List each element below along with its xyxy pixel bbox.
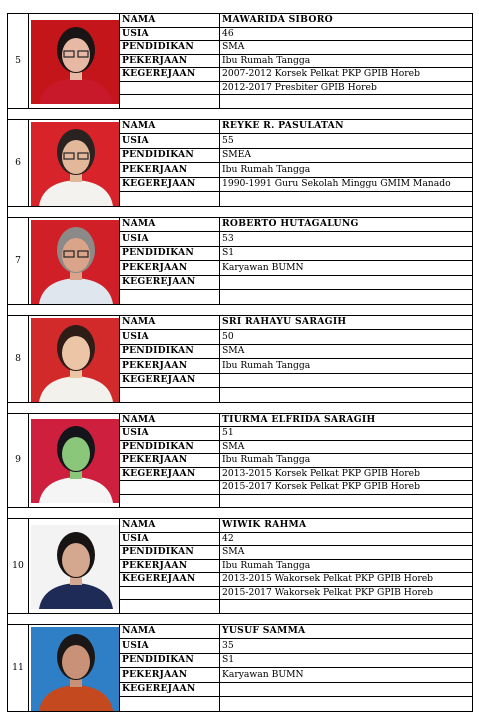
member-photo (31, 627, 120, 711)
church-service-value (220, 275, 473, 290)
separator-row (8, 206, 473, 217)
empty-value-cell (220, 388, 473, 403)
education-label: PENDIDIKAN (120, 546, 220, 560)
empty-label-cell (120, 494, 220, 508)
member-photo (31, 525, 120, 609)
separator-cell (8, 304, 473, 315)
church-service-value: 2015-2017 Wakorsek Pelkat PKP GPIB Horeb (220, 586, 473, 600)
member-photo (31, 318, 120, 402)
church-service-value: 2015-2017 Korsek Pelkat PKP GPIB Horeb (220, 481, 473, 495)
member-number: 11 (8, 624, 29, 711)
empty-value-cell (220, 290, 473, 305)
name-value: WIWIK RAHMA (220, 519, 473, 533)
age-value: 42 (220, 532, 473, 546)
photo-face (62, 38, 90, 72)
separator-row (8, 402, 473, 413)
photo-face (62, 336, 90, 370)
separator-cell (8, 613, 473, 624)
separator-cell (8, 108, 473, 119)
separator-cell (8, 402, 473, 413)
education-value: SMA (220, 41, 473, 55)
member-photo-cell (29, 119, 120, 206)
age-label: USIA (120, 232, 220, 247)
name-label: NAMA (120, 14, 220, 28)
church-service-label: KEGEREJAAN (120, 177, 220, 192)
age-value: 53 (220, 232, 473, 247)
member-number: 5 (8, 14, 29, 109)
empty-value-cell (220, 697, 473, 712)
name-value: SRI RAHAYU SARAGIH (220, 315, 473, 330)
church-service-label: KEGEREJAAN (120, 275, 220, 290)
church-service-value: 2012-2017 Presbiter GPIB Horeb (220, 81, 473, 95)
occupation-value: Ibu Rumah Tangga (220, 454, 473, 468)
name-label: NAMA (120, 624, 220, 639)
occupation-value: Karyawan BUMN (220, 668, 473, 683)
age-label: USIA (120, 532, 220, 546)
age-label: USIA (120, 427, 220, 441)
member-photo (31, 419, 120, 503)
occupation-value: Ibu Rumah Tangga (220, 559, 473, 573)
photo-face (62, 543, 90, 577)
member-photo-cell (29, 14, 120, 109)
member-roster-table (7, 13, 473, 712)
member-photo-cell (29, 217, 120, 304)
member-photo (31, 220, 120, 304)
separator-row (8, 108, 473, 119)
member-row (8, 14, 473, 28)
name-label: NAMA (120, 217, 220, 232)
name-value: YUSUF SAMMA (220, 624, 473, 639)
separator-row (8, 613, 473, 624)
member-number: 7 (8, 217, 29, 304)
member-number: 6 (8, 119, 29, 206)
name-value: REYKE R. PASULATAN (220, 119, 473, 134)
empty-label-cell (120, 388, 220, 403)
occupation-value: Ibu Rumah Tangga (220, 54, 473, 68)
age-value: 51 (220, 427, 473, 441)
portrait-image (31, 20, 120, 104)
education-label: PENDIDIKAN (120, 41, 220, 55)
occupation-label: PEKERJAAN (120, 359, 220, 374)
age-value: 35 (220, 639, 473, 654)
empty-value-cell (220, 192, 473, 207)
education-value: S1 (220, 246, 473, 261)
empty-label-cell (120, 600, 220, 614)
empty-label-cell (120, 95, 220, 109)
church-service-label: KEGEREJAAN (120, 68, 220, 82)
education-value: SMA (220, 546, 473, 560)
portrait-image (31, 525, 120, 609)
name-label: NAMA (120, 413, 220, 427)
member-photo (31, 20, 120, 104)
occupation-label: PEKERJAAN (120, 559, 220, 573)
empty-value-cell (220, 600, 473, 614)
empty-label-cell (120, 697, 220, 712)
photo-face (62, 140, 90, 174)
portrait-image (31, 220, 120, 304)
age-label: USIA (120, 134, 220, 149)
member-row (8, 413, 473, 427)
empty-label-cell (120, 481, 220, 495)
occupation-label: PEKERJAAN (120, 668, 220, 683)
church-service-label: KEGEREJAAN (120, 682, 220, 697)
member-photo-cell (29, 519, 120, 614)
name-label: NAMA (120, 519, 220, 533)
member-number: 9 (8, 413, 29, 508)
member-number: 8 (8, 315, 29, 402)
church-service-value: 2007-2012 Korsek Pelkat PKP GPIB Horeb (220, 68, 473, 82)
empty-label-cell (120, 586, 220, 600)
empty-label-cell (120, 192, 220, 207)
member-photo (31, 122, 120, 206)
roster-body (8, 14, 473, 712)
member-row (8, 315, 473, 330)
age-value: 50 (220, 330, 473, 345)
member-row (8, 519, 473, 533)
education-label: PENDIDIKAN (120, 440, 220, 454)
church-service-label: KEGEREJAAN (120, 467, 220, 481)
occupation-value: Karyawan BUMN (220, 261, 473, 276)
separator-row (8, 508, 473, 519)
education-value: SMA (220, 440, 473, 454)
member-photo-cell (29, 624, 120, 711)
empty-label-cell (120, 81, 220, 95)
portrait-image (31, 122, 120, 206)
church-service-value (220, 373, 473, 388)
occupation-label: PEKERJAAN (120, 54, 220, 68)
photo-face (62, 437, 90, 471)
member-photo-cell (29, 315, 120, 402)
education-value: SMEA (220, 148, 473, 163)
name-value: MAWARIDA SIBORO (220, 14, 473, 28)
member-number: 10 (8, 519, 29, 614)
education-label: PENDIDIKAN (120, 148, 220, 163)
portrait-image (31, 318, 120, 402)
separator-cell (8, 206, 473, 217)
education-value: SMA (220, 344, 473, 359)
empty-label-cell (120, 290, 220, 305)
age-label: USIA (120, 27, 220, 41)
church-service-label: KEGEREJAAN (120, 373, 220, 388)
name-label: NAMA (120, 315, 220, 330)
separator-cell (8, 508, 473, 519)
church-service-value: 2013-2015 Wakorsek Pelkat PKP GPIB Horeb (220, 573, 473, 587)
church-service-value: 2013-2015 Korsek Pelkat PKP GPIB Horeb (220, 467, 473, 481)
name-value: TIURMA ELFRIDA SARAGIH (220, 413, 473, 427)
age-value: 55 (220, 134, 473, 149)
photo-face (62, 645, 90, 679)
member-row (8, 624, 473, 639)
church-service-value (220, 682, 473, 697)
member-photo-cell (29, 413, 120, 508)
education-value: S1 (220, 653, 473, 668)
occupation-value: Ibu Rumah Tangga (220, 359, 473, 374)
name-value: ROBERTO HUTAGALUNG (220, 217, 473, 232)
occupation-value: Ibu Rumah Tangga (220, 163, 473, 178)
portrait-image (31, 419, 120, 503)
empty-value-cell (220, 494, 473, 508)
separator-row (8, 304, 473, 315)
age-value: 46 (220, 27, 473, 41)
education-label: PENDIDIKAN (120, 344, 220, 359)
church-service-label: KEGEREJAAN (120, 573, 220, 587)
empty-value-cell (220, 95, 473, 109)
age-label: USIA (120, 330, 220, 345)
occupation-label: PEKERJAAN (120, 454, 220, 468)
portrait-image (31, 627, 120, 711)
name-label: NAMA (120, 119, 220, 134)
photo-face (62, 238, 90, 272)
occupation-label: PEKERJAAN (120, 163, 220, 178)
member-row (8, 119, 473, 134)
age-label: USIA (120, 639, 220, 654)
education-label: PENDIDIKAN (120, 653, 220, 668)
church-service-value: 1990-1991 Guru Sekolah Minggu GMIM Manado (220, 177, 473, 192)
occupation-label: PEKERJAAN (120, 261, 220, 276)
member-row (8, 217, 473, 232)
education-label: PENDIDIKAN (120, 246, 220, 261)
